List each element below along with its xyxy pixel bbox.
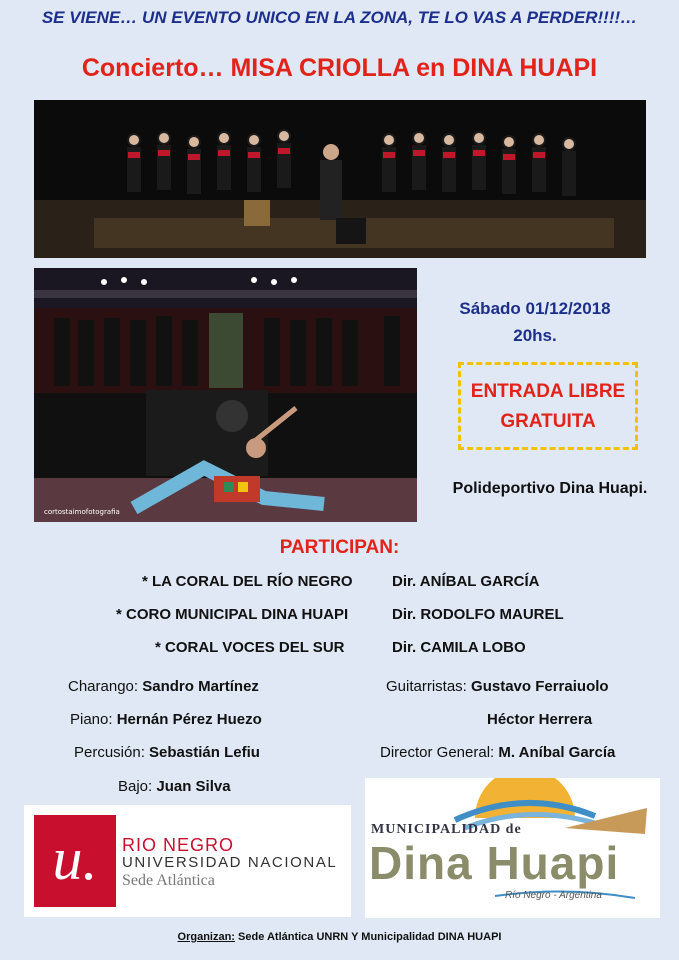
- event-time: 20hs.: [513, 326, 557, 345]
- municipalidad-logo-line-1: MUNICIPALIDAD de: [371, 822, 522, 837]
- unrn-logo-mark: u.: [34, 815, 116, 907]
- municipalidad-logo-line-2: Dina Huapi: [369, 837, 620, 889]
- guitarrista-name: Gustavo Ferraiuolo: [471, 678, 609, 695]
- bajo-credit: [118, 778, 231, 795]
- piano-credit: [70, 711, 262, 728]
- choir-name: * CORAL VOCES DEL SUR: [155, 639, 345, 656]
- percusion-label: Percusión:: [74, 744, 145, 761]
- unrn-logo: [24, 805, 351, 917]
- choir-director: Dir. CAMILA LOBO: [392, 639, 526, 656]
- bajo-label: Bajo:: [118, 778, 153, 795]
- photo-watermark: cortostaimofotografia: [44, 508, 120, 516]
- event-date-block: [430, 295, 640, 349]
- organizers-label: Organizan:: [177, 931, 235, 943]
- director-label: Director General:: [380, 744, 495, 761]
- choir-name: * LA CORAL DEL RÍO NEGRO: [142, 573, 353, 590]
- piano-name: Hernán Pérez Huezo: [116, 711, 262, 728]
- guitarrista-name: Héctor Herrera: [487, 711, 593, 728]
- unrn-logo-line-3: Sede Atlántica: [122, 872, 215, 889]
- choir-director: Dir. RODOLFO MAUREL: [392, 606, 564, 623]
- municipalidad-logo: [365, 778, 660, 918]
- charango-credit: [68, 678, 259, 695]
- free-entry-badge: [458, 362, 638, 450]
- director-credit: [380, 744, 615, 761]
- event-tagline: SE VIENE… UN EVENTO UNICO EN LA ZONA, TE LO VAS A PERDER!!!!…: [41, 8, 638, 27]
- choir-photo: [34, 100, 646, 258]
- bajo-name: Juan Silva: [156, 778, 231, 795]
- unrn-logo-line-1: RIO NEGRO: [122, 835, 235, 855]
- director-name: M. Aníbal García: [498, 744, 616, 761]
- municipalidad-logo-line-3: Río Negro - Argentina: [505, 890, 602, 901]
- event-date: Sábado 01/12/2018: [459, 299, 611, 318]
- guitarrista-2-credit: [487, 711, 592, 728]
- choir-name: * CORO MUNICIPAL DINA HUAPI: [116, 606, 349, 623]
- participan-heading: PARTICIPAN:: [279, 537, 400, 558]
- guitarristas-credit: [386, 678, 609, 695]
- event-venue: Polideportivo Dina Huapi.: [452, 480, 648, 497]
- stage-dancer-photo: [34, 268, 417, 522]
- charango-name: Sandro Martínez: [142, 678, 259, 695]
- organizers-text: Sede Atlántica UNRN Y Municipalidad DINA HUAPI: [234, 931, 502, 943]
- piano-label: Piano:: [70, 711, 113, 728]
- guitarristas-label: Guitarristas:: [386, 678, 467, 695]
- organizers-footer: [0, 931, 679, 943]
- concert-title: Concierto… MISA CRIOLLA en DINA HUAPI: [81, 54, 598, 82]
- choir-director: Dir. ANÍBAL GARCÍA: [392, 573, 540, 590]
- percusion-name: Sebastián Lefiu: [149, 744, 260, 761]
- percusion-credit: [74, 744, 260, 761]
- entrada-line-1: ENTRADA LIBRE: [470, 381, 626, 402]
- unrn-logo-line-2: UNIVERSIDAD NACIONAL: [122, 854, 338, 871]
- entrada-line-2: GRATUITA: [500, 411, 596, 432]
- charango-label: Charango:: [68, 678, 139, 695]
